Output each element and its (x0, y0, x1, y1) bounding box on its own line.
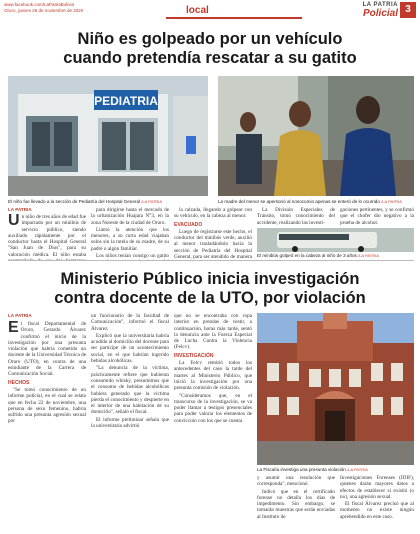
photo4-caption (257, 467, 414, 473)
story1-column-4 (257, 207, 335, 227)
hospital-photo (8, 76, 208, 196)
mother-photo (218, 76, 414, 196)
story2-subhead-investigacion: INVESTIGACIÓN (174, 352, 214, 359)
story1-col4-text: La División Especiales de Tránsito, tomó conocimiento del accidente, realizando las investi- (257, 207, 335, 226)
story1-col3-text: la calzada, llegando a golpear con su vehículo, en la cabeza al menor. (174, 207, 252, 220)
story2-col3-text3: "Consideramos que, en el transcurso de la investigación, se va poder llamar a testigos presenciales para poder valorar los elementos de convicción con los que se cuenta (174, 392, 252, 424)
header-website: www.facebook.com/LaPatriaBolivia (4, 2, 75, 7)
story2-subhead-hechos: HECHOS (8, 379, 30, 386)
section-label: local (186, 5, 209, 16)
story2-col1-text2: "Se tomó conocimiento de un informe policial, en el cual se relata que en fecha 22 de noviembre, una persona de sexo femenino, habría sufrido una presunta agresión sexual por (8, 386, 86, 425)
story1-dropcap: U (8, 214, 20, 229)
photo1-caption (8, 199, 208, 205)
brand-bottom: Policial (362, 8, 398, 19)
story1-col1-text: n niño de tres años de edad fue impactado por un minibús de servicio público, siendo auxiliado rápidamente por el conductor hasta el Hospital General "San Juan de Dios", para su valoración médica. El niño estaba (8, 214, 86, 258)
story2-column-4 (257, 475, 335, 534)
minibus-photo (257, 228, 414, 252)
story2-col1-text: l fiscal Departamental de Oruro, Gerardo Álvarez confirmó el inicio de la investigación por una presunta violación que habría cometido un docente de la Universidad Técnica de Oruro (UTO), en contra de una estudiante de la Carrera de Comunicación Social. (8, 321, 86, 378)
story1-column-5 (340, 207, 414, 227)
story2-column-5 (340, 475, 414, 534)
story2-column-3 (174, 313, 252, 534)
story2-column-2 (91, 313, 169, 534)
story2-byline: LA PATRIA (8, 313, 32, 318)
story1-col2-text2: Llamó la atención que los menores, a su corta edad viajaban solos sin la tutela de su madre, de su padre o algún familiar. (91, 226, 169, 252)
story2-col2-text2: Explicó que la universitaria habría acudido al domicilio del docente para ser partícipe de un acontecimiento social, en el que habrían ingerido bebidas alcohólicas. (91, 332, 169, 365)
university-photo (257, 313, 414, 465)
story1-subhead-evacuado: EVACUADO (174, 221, 203, 228)
brand-logo (328, 2, 398, 19)
story1-column-2 (91, 207, 169, 260)
pediatria-sign: PEDIATRIA (94, 94, 158, 108)
story2-dropcap: E (8, 321, 19, 336)
photo2-caption (218, 199, 414, 205)
photo1-caption-text: El niño fue llevado a la sección de Pediatría del Hospital General (8, 199, 141, 204)
photo2-caption-text: La madre del menor se apersonó al nosocomio apenas se enteró de lo ocurrido (218, 199, 380, 204)
photo3-caption (257, 253, 414, 259)
story1-headline-line2: cuando pretendía rescatar a su gatito (63, 49, 357, 67)
photo4-caption-text: La Fiscalía investiga una presunta violación (257, 467, 346, 472)
story2-col3-text2: La Felcv remitió todos los antecedentes del caso la tarde del martes al Ministerio Público, que inició la investigación por una presunta comisión de violación. (174, 360, 252, 392)
story1-col2-text: para dirigirse hasta el mercado de la urbanización Huajara N°3, en la zona Noreste de la ciudad de Oruro. (91, 207, 169, 226)
section-rule (166, 17, 302, 19)
story1-col3-text2: Luego de registrarse este hecho, el conductor del minibús verde, auxilió al menor trasladándolo hacia la sección de Pediatría del Hospital General, para ser atendido de manera (174, 228, 252, 260)
story1-headline (0, 30, 420, 68)
story1-column-1 (8, 214, 86, 260)
story2-col2-text: un funcionario de la facultad de Comunicación", informó el fiscal Álvarez. (91, 313, 169, 332)
photo3-caption-text: El minibús golpeó en la cabeza al niño de 3 años (257, 253, 357, 258)
story1-byline: LA PATRIA (8, 207, 32, 212)
hospital-photo-drawing (8, 76, 208, 196)
story2-column-1 (8, 321, 86, 534)
photo1-credit: /LA PATRIA (141, 199, 163, 204)
brand-top: LA PATRIA (362, 2, 398, 8)
story2-col2-text4: El informe preliminar señala que la universitaria advirtió (91, 416, 169, 430)
photo2-credit: /LA PATRIA (381, 199, 402, 204)
story1-column-3 (174, 207, 252, 260)
story2-col4-text: y asumir una resolución que corresponda", mencionó. (257, 475, 335, 488)
page-number: 3 (400, 2, 416, 18)
story-divider (8, 260, 414, 261)
photo3-credit: /LA PATRIA (358, 253, 379, 258)
story2-col3-text: que no se encontraba con ropa interior en prendas de vestir, a continuación, horas más tarde, sentó la denuncia ante la Fuerza Especial de Lucha Contra la Violencia (Felcv). (174, 313, 252, 351)
story2-col4-text2: Indicó que en el certificado forense no detalla los días de impedimento. Sin embargo, se tomarán muestras que serán enviadas al Instituto de (257, 488, 335, 520)
story2-col2-text3: "La denuncia de la víctima, prácticamente refiere que hubieran consumido whisky, presumimos que el consumo de bebidas alcohólicas hubiera generado que la víctima pierda el conocimiento y despierte en el interior de una habitación de su domicilio", señaló el fiscal. (91, 365, 169, 416)
story1-headline-line1: Niño es golpeado por un vehículo (77, 30, 343, 48)
mother-photo-drawing (218, 76, 414, 196)
story2-headline-line1: Ministerio Público inicia investigación (60, 270, 360, 288)
story2-col5-text2: El fiscal Álvarez precisó que al momento no existe ningún aprehendido en este caso. (340, 501, 414, 520)
header-date: Oruro, jueves 26 de noviembre de 2020 (4, 8, 84, 13)
story1-col2-text3: Los niños tenían consigo un gatito (96, 253, 169, 260)
story1-col5-text: gaciones pertinentes, y se confirmó que el chofer dio negativo a la prueba de alcohol. (340, 207, 414, 226)
minibus-photo-drawing (257, 228, 414, 252)
page-header (0, 0, 420, 22)
story2-headline (0, 270, 420, 308)
story2-col5-text: Investigaciones Forenses (IDIF), quienes darán mayores datos a efectos de establecer si existió (o no), una agresión sexual. (340, 475, 414, 500)
photo4-credit: /LA PATRIA (347, 467, 368, 472)
university-photo-drawing (257, 313, 414, 465)
header-meta (4, 2, 83, 14)
story2-headline-line2: contra docente de la UTO, por violación (54, 289, 366, 307)
